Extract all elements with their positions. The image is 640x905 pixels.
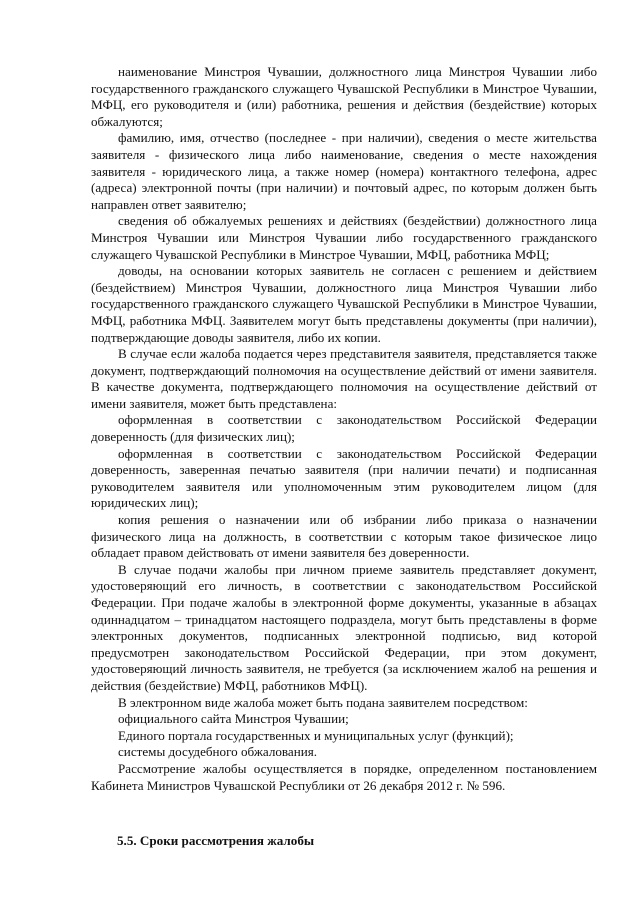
document-body bbox=[91, 64, 597, 794]
paragraph-power-of-attorney-individual: оформленная в соответствии с законодательством Российской Федерации доверенность (для физических лиц); bbox=[91, 412, 597, 445]
paragraph-power-of-attorney-legal: оформленная в соответствии с законодательством Российской Федерации доверенность, заверенная печатью заявителя (при наличии печати) и подписанная руководителем заявителя или уполномоченным этим руководителем лицом (для юридических лиц); bbox=[91, 445, 597, 511]
paragraph-electronic-submission: В электронном виде жалоба может быть подана заявителем посредством: bbox=[118, 694, 528, 710]
paragraph-appealed-decisions: сведения об обжалуемых решениях и действиях (бездействии) должностного лица Минстроя Чувашии или Минстроя Чувашии либо государственного гражданского служащего Чувашской Республики в Минстрое Чувашии, МФЦ, работника МФЦ; bbox=[91, 213, 597, 262]
paragraph-representative: В случае если жалоба подается через представителя заявителя, представляется также документ, подтверждающий полномочия на осуществление действий от имени заявителя. В качестве документа, подтверждающего полномочия на осуществление действий от имени заявителя, может быть представлена: bbox=[91, 346, 597, 411]
list-item-pretrial-system: системы досудебного обжалования. bbox=[118, 744, 318, 760]
paragraph-complaint-subject: наименование Минстроя Чувашии, должностного лица Минстроя Чувашии либо государственного гражданского служащего Чувашской Республики в Минстрое Чувашии, МФЦ, его руководителя и (или) работника, решения и действия (бездействие) которых обжалуются; bbox=[91, 64, 597, 129]
section-heading: 5.5. Сроки рассмотрения жалобы bbox=[117, 833, 315, 848]
paragraph-consideration-procedure: Рассмотрение жалобы осуществляется в порядке, определенном постановлением Кабинета Министров Чувашской Республики от 26 декабря 2012 г. № 596. bbox=[91, 760, 597, 793]
list-item-official-site: официального сайта Минстроя Чувашии; bbox=[118, 711, 349, 727]
paragraph-personal-reception: В случае подачи жалобы при личном приеме заявитель представляет документ, удостоверяющий его личность, в соответствии с законодательством Российской Федерации. При подаче жалобы в электронной форме документы, указанные в абзацах одиннадцатом – тринадцатом настоящего подраздела, могут быть представлены в форме электронных документов, подписанных электронной подписью, вид которой предусмотрен законодательством Российской Федерации, при этом документ, удостоверяющий личность заявителя, не требуется (за исключением жалоб на решения и действия (бездействие) МФЦ, работников МФЦ). bbox=[91, 561, 597, 693]
paragraph-appointment-copy: копия решения о назначении или об избрании либо приказа о назначении физического лица на должность, в соответствии с которым такое физическое лицо обладает правом действовать от имени заявителя без доверенности. bbox=[91, 512, 597, 561]
paragraph-applicant-details: фамилию, имя, отчество (последнее - при наличии), сведения о месте жительства заявителя - физического лица либо наименование, сведения о месте нахождения заявителя - юридического лица, а также номер (номера) контактного телефона, адрес (адреса) электронной почты (при наличии) и почтовый адрес, по которым должен быть направлен ответ заявителю; bbox=[91, 130, 597, 212]
paragraph-arguments: доводы, на основании которых заявитель не согласен с решением и действием (бездействием) Минстроя Чувашии, должностного лица Минстроя Чувашии либо государственного гражданского служащего Чувашской Республики в Минстрое Чувашии, МФЦ, работника МФЦ. Заявителем могут быть представлены документы (при наличии), подтверждающие доводы заявителя, либо их копии. bbox=[91, 263, 597, 345]
list-item-unified-portal: Единого портала государственных и муниципальных услуг (функций); bbox=[118, 727, 514, 743]
